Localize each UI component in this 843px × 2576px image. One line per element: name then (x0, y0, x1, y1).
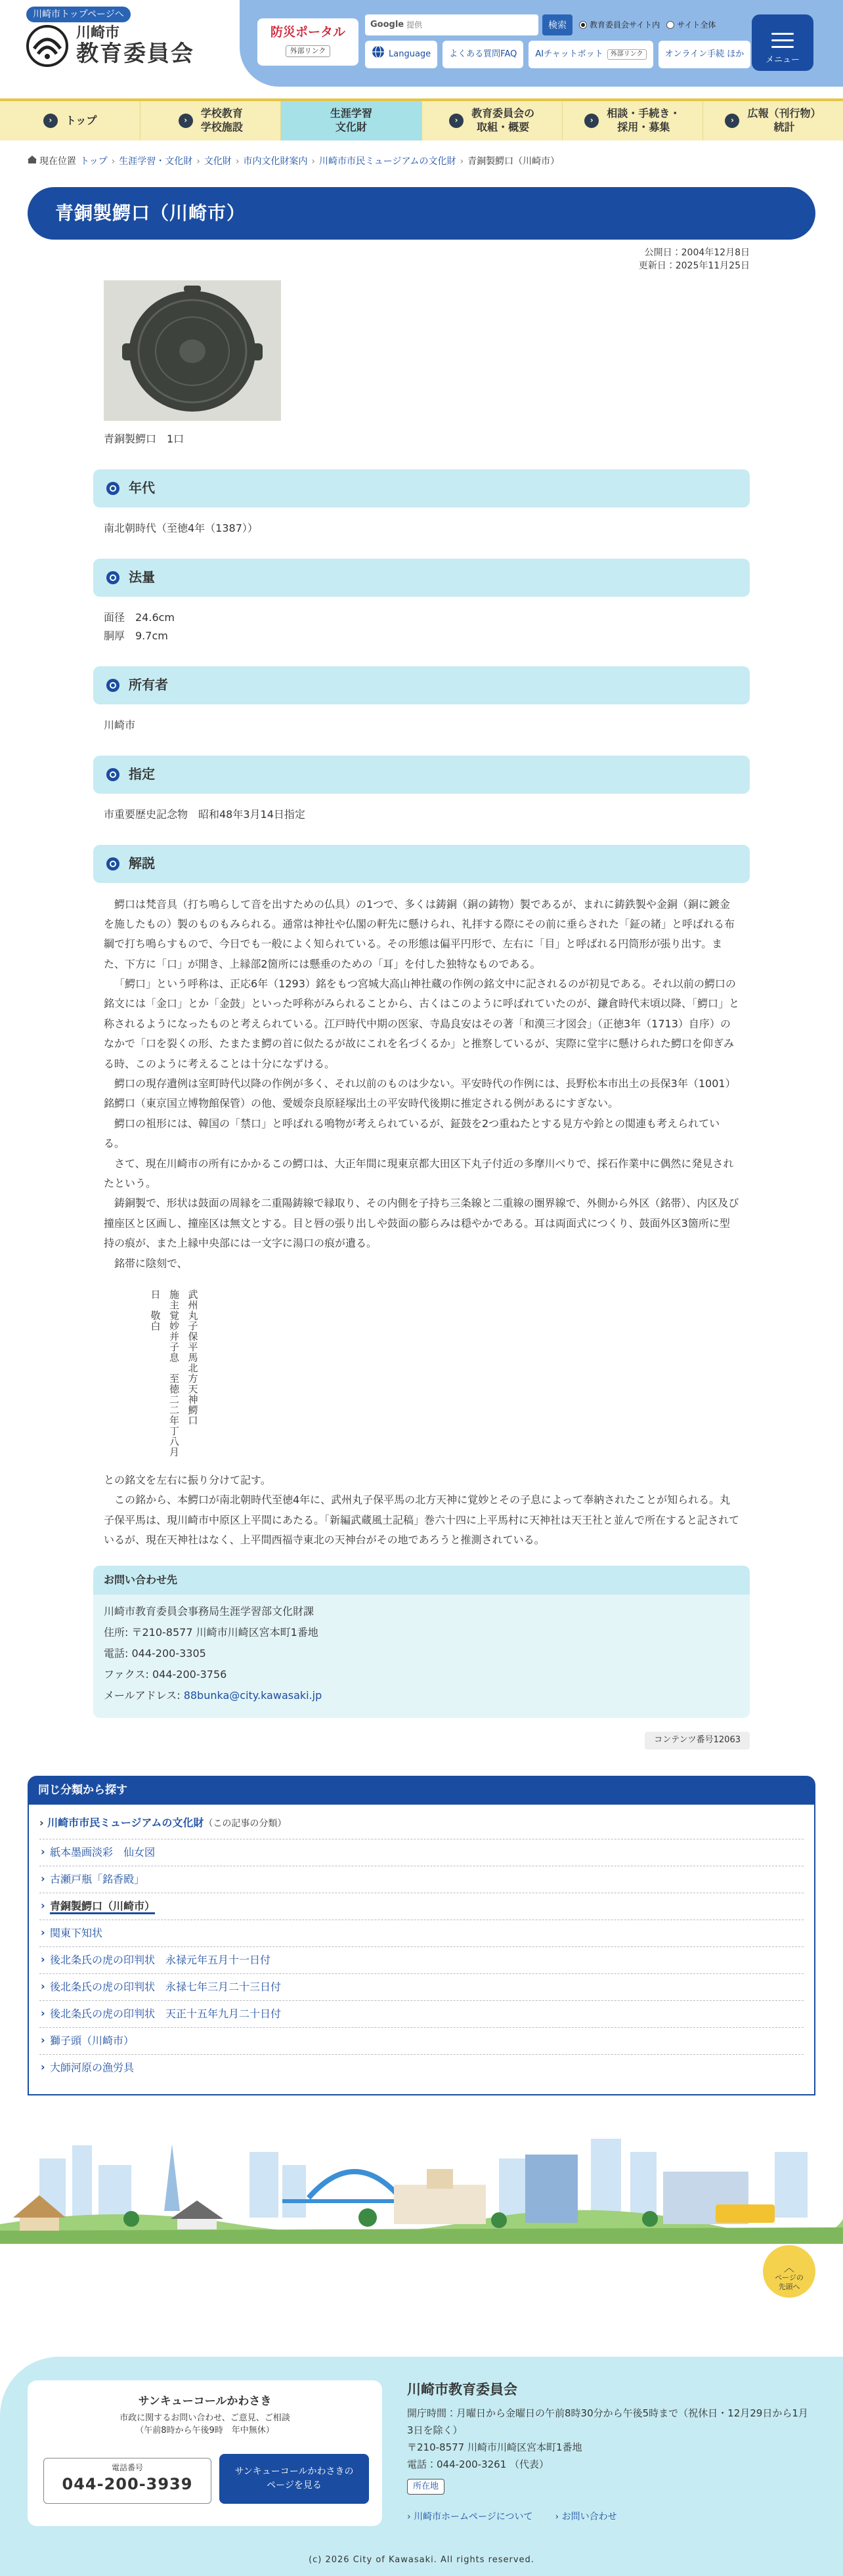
category-link[interactable]: 大師河原の漁労具 (50, 2061, 135, 2074)
contact-tel: 電話: 044-200-3305 (104, 1647, 206, 1660)
era-text: 南北朝時代（至徳4年（1387）） (104, 521, 258, 534)
gnav-item-lifelong-learning[interactable] (281, 101, 422, 140)
inscription-line: 武州丸子保平馬北方天神鰐口 (186, 1289, 199, 1426)
logo-name: 教育委員会 (76, 41, 194, 68)
desc-paragraph: 鰐口の祖形には、韓国の「禁口」と呼ばれる鳴物が考えられているが、鉦鼓を2つ重ねたとする見方や鈴との関連も考えられている。 (104, 1117, 720, 1150)
category-parent-link[interactable]: 川崎市市民ミュージアムの文化財 (47, 1816, 204, 1829)
external-link-badge: 外部リンク (607, 49, 647, 60)
category-link[interactable]: 紙本墨画淡彩 仙女図 (50, 1845, 156, 1858)
footer-info (407, 2378, 814, 2525)
desc-paragraph: 鰐口の現存遺例は室町時代以降の作例が多く、それ以前のものは少ない。平安時代の作例には、長野松本市出土の長保3年（1001）銘鰐口（東京国立博物館保管）の他、愛媛奈良原経塚出土の平安時代後期に推定される例があるにすぎない。 (104, 1077, 736, 1110)
waniguchi-photo (104, 280, 281, 421)
breadcrumb-label-text: 現在位置 (39, 156, 76, 167)
published-date: 公開日：2004年12月8日 (644, 247, 750, 258)
site-footer (0, 2357, 843, 2576)
radio-on-icon (579, 21, 587, 29)
desc-paragraph: 銘帯に陰刻で、 (114, 1256, 188, 1270)
call-phone-number[interactable]: 044-200-3939 (62, 2474, 193, 2493)
contact-body (93, 1595, 750, 1718)
call-description: 市政に関するお問い合わせ、ご意見、ご相談 (119, 2413, 290, 2423)
google-logo: Google (370, 19, 404, 30)
breadcrumb-sep: › (460, 156, 464, 167)
list-item (39, 1920, 804, 1947)
list-item (39, 1947, 804, 1974)
list-item (39, 1866, 804, 1893)
breadcrumb-current: 青銅製鰐口（川崎市） (467, 156, 560, 167)
section-heading-era: 年代 (93, 469, 750, 507)
section-heading-owner: 所有者 (93, 666, 750, 704)
site-header (0, 0, 843, 97)
size-thickness: 胴厚 9.7cm (104, 629, 168, 642)
desc-paragraph: 鋳銅製で、形状は鼓面の周縁を二重陽鋳線で縁取り、その内側を子持ち三条線と二重線の圏界線で、外側から外区（銘帯）、内区及び撞座区と区画し、撞座区は無文とする。目と唇の張り出しや鼓面の膨らみは穏やかである。耳は両面式につくり、鼓面外区3箇所に型持の痕が、また上縁中央部には一文字に湯口の痕が遺る。 (104, 1197, 739, 1250)
category-link[interactable]: 古瀬戸瓶「銘香殿」 (50, 1872, 145, 1885)
gnav-item-top[interactable] (0, 101, 140, 140)
section-heading-description: 解説 (93, 845, 750, 883)
footer-link-about[interactable]: › 川崎市ホームページについて (407, 2509, 533, 2525)
breadcrumb-sep: › (111, 156, 116, 167)
menu-label: メニュー (765, 54, 800, 65)
size-diameter: 面径 24.6cm (104, 611, 175, 624)
footer-links (407, 2509, 814, 2525)
size-text (93, 597, 750, 645)
arrow-right-icon: › (725, 114, 739, 128)
contact-address: 住所: 〒210-8577 川崎市川崎区宮本町1番地 (104, 1626, 318, 1639)
arrow-right-icon: › (584, 114, 599, 128)
list-item (39, 2028, 804, 2055)
owner-text: 川崎市 (104, 718, 136, 731)
thank-you-call-card (28, 2380, 382, 2526)
townscape-illustration (0, 2132, 843, 2244)
footer-org-name: 川崎市教育委員会 (407, 2381, 517, 2397)
search-input[interactable] (406, 20, 538, 30)
arrow-right-icon: › (179, 114, 193, 128)
header-utility-buttons (365, 41, 750, 68)
breadcrumb-link[interactable]: 川崎市市民ミュージアムの文化財 (319, 156, 456, 167)
category-link[interactable]: 後北条氏の虎の印判状 永禄七年三月二十三日付 (50, 1980, 282, 1993)
gnav-label: トップ (65, 114, 97, 127)
breadcrumb-sep: › (235, 156, 240, 167)
radio-site-search[interactable] (579, 18, 660, 32)
contact-fax: ファクス: 044-200-3756 (104, 1668, 227, 1681)
language-label: Language (389, 49, 431, 59)
gnav-item-board[interactable] (422, 101, 563, 140)
gnav-item-school[interactable] (140, 101, 281, 140)
desc-paragraph: 鰐口は梵音具（打ち鳴らして音を出すための仏具）の1つで、多くは鋳銅（銅の鋳物）製であるが、まれに鋳鉄製や金銅（銅に鍍金を施したもの）製のものもみられる。通常は神社や仏閣の軒先に懸けられ、礼拝する際にその前に垂らされた「鉦の緒」と呼ばれる布綱で打ち鳴らすもので、今日でも一般によく知られている。その形態は偏平円形で、左右に「目」と呼ばれる円筒形が張り出す。また、下方に「口」が開き、上縁部2箇所には懸垂のための「耳」を付した独特なものである。 (104, 897, 735, 970)
hamburger-icon (752, 33, 813, 48)
section-heading-size: 法量 (93, 559, 750, 597)
category-parent-note: （この記事の分類） (204, 1818, 287, 1829)
inscription-line: 施主覚妙并子息 至徳二二年丁八月日 敬白 (149, 1289, 180, 1457)
contact-org: 川崎市教育委員会事務局生涯学習部文化財課 (104, 1605, 314, 1618)
category-link[interactable]: 後北条氏の虎の印判状 永禄元年五月十一日付 (50, 1953, 271, 1966)
main-content (0, 272, 843, 1750)
arrow-right-icon: › (43, 114, 58, 128)
breadcrumb (0, 140, 843, 170)
gnav-label: 学校教育 学校施設 (200, 107, 243, 133)
location-icon (28, 154, 37, 170)
gnav-label: 相談・手続き・ 採用・募集 (607, 107, 681, 133)
location-map-button[interactable]: 所在地 (407, 2479, 444, 2495)
updated-date: 更新日：2025年11月25日 (638, 260, 750, 271)
gnav-item-consult[interactable] (563, 101, 703, 140)
call-phone-label: 電話番号 (111, 2462, 143, 2472)
city-top-link[interactable]: 川崎市トップページへ (26, 7, 131, 22)
search-button[interactable]: 検索 (542, 14, 573, 35)
category-link[interactable]: 関東下知状 (50, 1926, 103, 1939)
breadcrumb-link[interactable]: 文化財 (204, 156, 232, 167)
search-box (365, 14, 538, 35)
desc-paragraph: 「鰐口」という呼称は、正応6年（1293）銘をもつ宮城大高山神社蔵の作例の銘文中に記されるのが初見である。それ以前の鰐口の銘文には「金口」とか「金鼓」といった呼称がみられることから、古くはこのように呼ばれていたのが、鎌倉時代末頃以降、「鰐口」と称されるようになったものと考えられている。江戸時代中期の医家、寺島良安はその著「和漢三才図会」（正徳3年（1713）自序）のなかで「口を裂くの形、たまたま鰐の首に似たるが故にこれを名づくるか」と推察しているが、実際に堂宇に懸けられた鰐口を仰ぎみる時、このように考えることは十分になずける。 (104, 977, 740, 1070)
desc-paragraph: との銘文を左右に振り分けて記す。 (104, 1473, 271, 1486)
bosai-title: 防災ポータル (270, 25, 345, 39)
page-title: 青銅製鰐口（川崎市） (28, 187, 815, 240)
same-category-body (29, 1805, 814, 2094)
site-logo[interactable] (26, 25, 194, 67)
copyright: (c) 2026 City of Kawasaki. All rights reserved. (309, 2555, 534, 2565)
ai-chatbot-label: AIチャットボット (535, 49, 603, 59)
gnav-label: 生涯学習 文化財 (330, 107, 372, 133)
contact-mail-row (104, 1685, 739, 1706)
radio-site-label: 教育委員会サイト内 (590, 20, 660, 30)
kawasaki-emblem-icon (26, 25, 68, 67)
page-dates (0, 240, 843, 272)
chevron-up-icon: ︿ (783, 2261, 794, 2274)
logo-city: 川崎市 (76, 25, 120, 41)
search-area (365, 14, 716, 35)
breadcrumb-link[interactable]: トップ (80, 156, 108, 167)
footer-tel: 電話：044-200-3261 （代表） (407, 2458, 550, 2471)
designation-text: 市重要歴史記念物 昭和48年3月14日指定 (104, 807, 305, 821)
gnav-label: 教育委員会の 取組・概要 (471, 107, 535, 133)
menu-button[interactable] (752, 14, 813, 71)
language-button[interactable] (365, 41, 437, 68)
list-item (39, 1974, 804, 2001)
footer-hours: 開庁時間：月曜日から金曜日の午前8時30分から午後5時まで（祝休日・12月29日から1月3日を除く） (407, 2407, 808, 2436)
list-item (39, 2001, 804, 2028)
section-heading-designation: 指定 (93, 756, 750, 794)
radio-off-icon (666, 21, 674, 29)
online-procedures-button[interactable]: オンライン手続 ほか (659, 41, 751, 68)
list-item (39, 2055, 804, 2081)
breadcrumb-label (28, 154, 76, 170)
gnav-label: 広報（刊行物） 統計 (747, 107, 821, 133)
list-item-current (39, 1893, 804, 1920)
contact-mail-link[interactable]: 88bunka@city.kawasaki.jp (183, 1689, 322, 1702)
same-category-box (28, 1776, 815, 2095)
call-phone-box (43, 2458, 211, 2504)
ai-chatbot-button[interactable] (529, 41, 653, 68)
breadcrumb-sep: › (196, 156, 200, 167)
desc-paragraph: さて、現在川崎市の所有にかかるこの鰐口は、大正年間に現東京都大田区下丸子付近の多摩川べりで、採石作業中に偶然に発見されたという。 (104, 1157, 734, 1190)
footer-address: 〒210-8577 川崎市川崎区宮本町1番地 (407, 2441, 582, 2454)
content-number-badge: コンテンツ番号12063 (645, 1732, 750, 1750)
content-number (93, 1730, 750, 1750)
category-current: 青銅製鰐口（川崎市） (50, 1900, 155, 1914)
arrow-right-icon: › (449, 114, 464, 128)
globe-icon (372, 45, 385, 64)
desc-paragraph: この銘から、本鰐口が南北朝時代至徳4年に、武州丸子保平馬の北方天神に覚妙とその子息によって奉納されたことが知られる。丸子保平馬は、現川崎市中原区上平間にあたる。「新編武蔵風土記稿」巻六十四に上平馬村に天神社は天王社と並んで所在すると記されているが、現在天神社はなく、上平間西福寺東北の天神台がその地であろうと推測されている。 (104, 1493, 740, 1547)
call-title: サンキューコールかわさき (138, 2394, 272, 2408)
call-hours: （午前8時から午後9時 年中無休） (135, 2426, 274, 2436)
page-top-button[interactable] (763, 2245, 815, 2298)
contact-box (93, 1566, 750, 1718)
same-category-heading: 同じ分類から探す (29, 1777, 814, 1805)
gnav-item-pr[interactable] (703, 101, 843, 140)
bosai-portal-link[interactable] (257, 18, 358, 66)
category-link[interactable]: 後北条氏の虎の印判状 天正十五年九月二十日付 (50, 2007, 282, 2020)
footer-link-contact[interactable]: › お問い合わせ (555, 2509, 617, 2525)
same-category-parent: › 川崎市市民ミュージアムの文化財（この記事の分類） (39, 1811, 804, 1839)
breadcrumb-sep: › (311, 156, 316, 167)
radio-all-search[interactable] (666, 18, 716, 32)
photo-caption: 青銅製鰐口 1口 (104, 432, 184, 445)
faq-button[interactable]: よくある質問FAQ (443, 41, 523, 68)
page-top-label: ページの 先頭へ (775, 2273, 804, 2291)
inscription-vertical (146, 1289, 202, 1464)
category-link[interactable]: 獅子頭（川崎市） (50, 2034, 135, 2047)
contact-mail-label: メールアドレス: (104, 1689, 184, 1702)
list-item (39, 1839, 804, 1866)
global-nav (0, 98, 843, 140)
radio-all-label: サイト全体 (677, 20, 716, 30)
breadcrumb-link[interactable]: 生涯学習・文化財 (119, 156, 193, 167)
thank-you-call-page-button[interactable]: サンキューコールかわさきの ページを見る (219, 2454, 369, 2504)
same-category-list (39, 1839, 804, 2081)
contact-heading: お問い合わせ先 (93, 1566, 750, 1595)
external-link-badge: 外部リンク (286, 45, 331, 57)
breadcrumb-link[interactable]: 市内文化財案内 (243, 156, 308, 167)
description-body (93, 883, 750, 1551)
